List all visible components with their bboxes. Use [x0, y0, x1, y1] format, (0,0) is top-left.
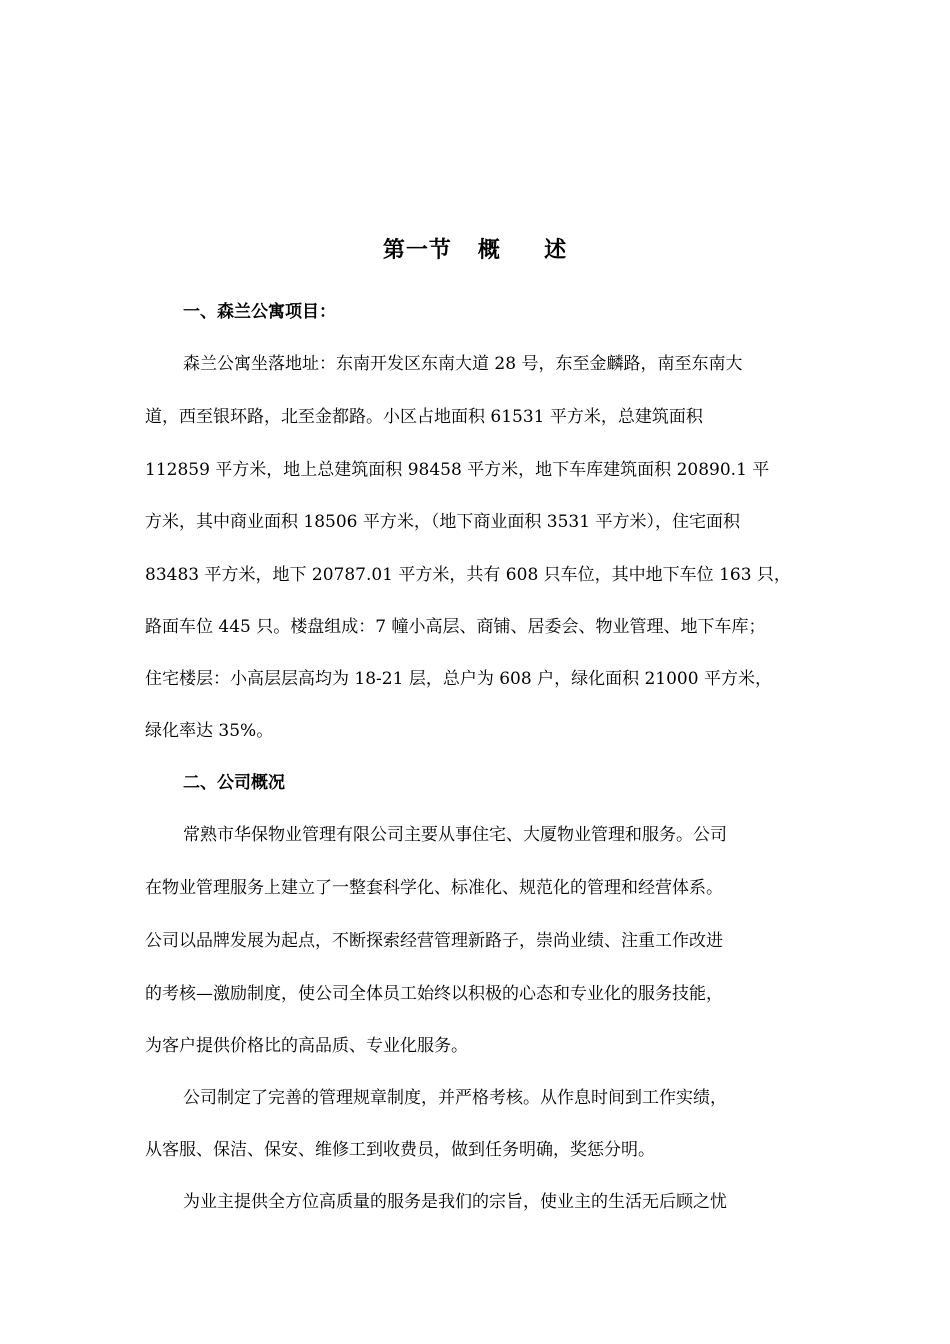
- paragraph-line: 住宅楼层：小高层层高均为 18-21 层，总户为 608 户，绿化面积 21000 平方米，: [145, 669, 772, 689]
- paragraph-line: 公司制定了完善的管理规章制度，并严格考核。从作息时间到工作实绩，: [183, 1088, 727, 1108]
- page-title: 第一节 概 述: [382, 238, 568, 263]
- paragraph-line: 森兰公寓坐落地址：东南开发区东南大道 28 号，东至金麟路，南至东南大: [183, 354, 743, 374]
- paragraph-line: 方米，其中商业面积 18506 平方米，（地下商业面积 3531 平方米），住宅面积: [145, 512, 740, 532]
- paragraph-line: 常熟市华保物业管理有限公司主要从事住宅、大厦物业管理和服务。公司: [183, 825, 727, 845]
- paragraph-line: 的考核—激励制度，使公司全体员工始终以积极的心态和专业化的服务技能，: [145, 984, 723, 1004]
- paragraph-line: 112859 平方米，地上总建筑面积 98458 平方米，地下车库建筑面积 20890.1 平: [145, 460, 770, 480]
- paragraph-line: 83483 平方米，地下 20787.01 平方米，共有 608 只车位，其中地下车位 163 只，: [145, 565, 791, 585]
- paragraph-line: 路面车位 445 只。楼盘组成：7 幢小高层、商铺、居委会、物业管理、地下车库；: [145, 617, 766, 637]
- paragraph-line: 绿化率达 35%。: [145, 721, 274, 741]
- section-heading-company: 二、公司概况: [183, 773, 285, 793]
- paragraph-line: 从客服、保洁、保安、维修工到收费员，做到任务明确，奖惩分明。: [145, 1140, 655, 1160]
- paragraph-line: 公司以品牌发展为起点，不断探索经营管理新路子，崇尚业绩、注重工作改进: [145, 931, 723, 951]
- paragraph-line: 在物业管理服务上建立了一整套科学化、标准化、规范化的管理和经营体系。: [145, 878, 723, 898]
- paragraph-line: 为客户提供价格比的高品质、专业化服务。: [145, 1036, 468, 1056]
- section-heading-project: 一、森兰公寓项目：: [183, 302, 336, 322]
- paragraph-line: 为业主提供全方位高质量的服务是我们的宗旨，使业主的生活无后顾之忧: [183, 1192, 727, 1212]
- paragraph-line: 道，西至银环路，北至金都路。小区占地面积 61531 平方米，总建筑面积: [145, 407, 703, 427]
